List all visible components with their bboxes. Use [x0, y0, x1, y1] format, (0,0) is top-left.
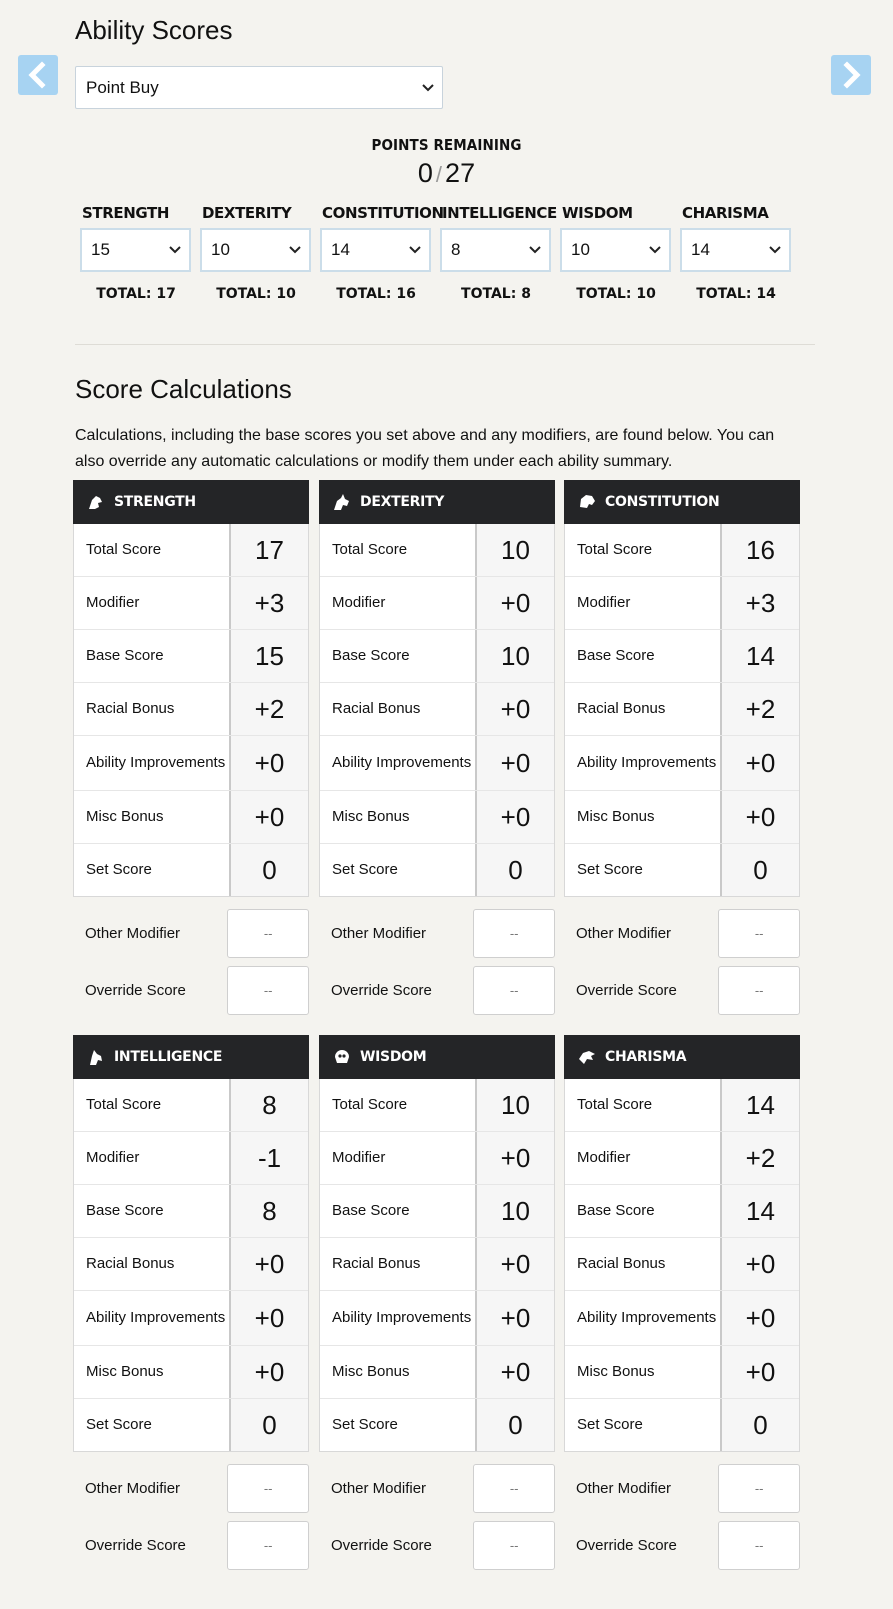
- ability-name: CONSTITUTION: [322, 204, 444, 222]
- score-calculations-description: Calculations, including the base scores you set above and any modifiers, are found below. You can also override any automatic calculations or modify them under each ability summary.: [75, 427, 775, 470]
- row-label: Misc Bonus: [577, 1363, 655, 1380]
- other-modifier-input[interactable]: --: [227, 909, 309, 958]
- row-label: Modifier: [332, 594, 386, 611]
- generation-method-select[interactable]: [75, 66, 443, 109]
- card-title: DEXTERITY: [360, 494, 445, 510]
- card-title: CHARISMA: [605, 1049, 687, 1065]
- other-modifier-label: Other Modifier: [576, 925, 672, 942]
- other-modifier-input[interactable]: --: [718, 909, 800, 958]
- row-label: Ability Improvements: [332, 754, 472, 771]
- card-row: [74, 735, 308, 790]
- row-label: Racial Bonus: [332, 700, 421, 717]
- row-value: +2: [720, 683, 799, 735]
- override-score-label: Override Score: [576, 1537, 677, 1554]
- card-row: [320, 629, 554, 682]
- override-score-row: [564, 1517, 800, 1574]
- ability-total: TOTAL: 16: [336, 286, 416, 302]
- row-value: +0: [475, 683, 554, 735]
- card-title: WISDOM: [360, 1049, 427, 1065]
- row-label: Modifier: [332, 1149, 386, 1166]
- row-label: Ability Improvements: [86, 754, 226, 771]
- card-header: [319, 1035, 555, 1079]
- row-value: 14: [720, 1079, 799, 1131]
- card-row: [74, 843, 308, 896]
- card-row: [74, 682, 308, 735]
- ability-score-value: 8: [451, 240, 461, 259]
- card-row: [565, 1079, 799, 1131]
- ability-column-constitution: [320, 204, 444, 302]
- override-score-input[interactable]: --: [473, 1521, 555, 1570]
- chevron-down-icon: [169, 246, 181, 254]
- ability-total: TOTAL: 10: [216, 286, 296, 302]
- card-table: [73, 1079, 309, 1452]
- card-row: [320, 735, 554, 790]
- card-header: [564, 1035, 800, 1079]
- other-modifier-label: Other Modifier: [576, 1480, 672, 1497]
- row-value: 10: [475, 630, 554, 682]
- card-row: [320, 790, 554, 843]
- card-row: [565, 576, 799, 629]
- row-value: 14: [720, 630, 799, 682]
- row-value: +0: [475, 1238, 554, 1290]
- card-title: CONSTITUTION: [605, 494, 720, 510]
- card-row: [565, 1184, 799, 1237]
- row-label: Racial Bonus: [86, 1255, 175, 1272]
- row-label: Modifier: [86, 1149, 140, 1166]
- chevron-down-icon: [409, 246, 421, 254]
- row-label: Set Score: [332, 861, 398, 878]
- card-row: [565, 1398, 799, 1451]
- ability-name: CHARISMA: [682, 204, 769, 222]
- row-label: Set Score: [577, 1416, 643, 1433]
- row-label: Set Score: [577, 861, 643, 878]
- row-value: +0: [229, 1346, 308, 1398]
- row-label: Racial Bonus: [86, 700, 175, 717]
- other-modifier-label: Other Modifier: [331, 1480, 427, 1497]
- ability-total: TOTAL: 10: [576, 286, 656, 302]
- row-label: Misc Bonus: [332, 1363, 410, 1380]
- other-modifier-row: [564, 905, 800, 962]
- row-value: +2: [720, 1132, 799, 1184]
- card-row: [74, 1290, 308, 1345]
- row-label: Modifier: [577, 594, 631, 611]
- ability-card-charisma: [564, 1035, 800, 1574]
- row-value: +0: [475, 1291, 554, 1345]
- ability-card-intelligence: [73, 1035, 309, 1574]
- ability-column-charisma: [680, 204, 792, 302]
- card-row: [320, 576, 554, 629]
- row-value: 16: [720, 524, 799, 576]
- row-value: +0: [229, 791, 308, 843]
- row-value: 10: [475, 1079, 554, 1131]
- row-value: 0: [229, 1399, 308, 1451]
- row-label: Modifier: [86, 594, 140, 611]
- row-label: Base Score: [86, 1202, 164, 1219]
- ability-score-select[interactable]: [560, 228, 671, 272]
- dexterity-icon: [332, 492, 352, 512]
- override-score-row: [73, 962, 309, 1019]
- card-row: [320, 682, 554, 735]
- row-value: +0: [229, 736, 308, 790]
- card-row: [565, 735, 799, 790]
- ability-column-dexterity: [200, 204, 312, 302]
- ability-total: TOTAL: 8: [461, 286, 531, 302]
- other-modifier-row: [73, 1460, 309, 1517]
- card-row: [565, 682, 799, 735]
- override-score-row: [319, 1517, 555, 1574]
- card-row: [74, 1079, 308, 1131]
- row-label: Ability Improvements: [332, 1309, 472, 1326]
- row-value: 14: [720, 1185, 799, 1237]
- chevron-right-icon: [831, 55, 871, 95]
- card-row: [320, 1398, 554, 1451]
- row-label: Base Score: [332, 1202, 410, 1219]
- points-remaining-value: [0, 158, 893, 189]
- row-label: Racial Bonus: [577, 1255, 666, 1272]
- charisma-icon: [577, 1047, 597, 1067]
- other-modifier-input[interactable]: --: [718, 1464, 800, 1513]
- card-row: [74, 524, 308, 576]
- ability-name: STRENGTH: [82, 204, 170, 222]
- row-value: -1: [229, 1132, 308, 1184]
- row-label: Racial Bonus: [577, 700, 666, 717]
- row-value: +0: [229, 1291, 308, 1345]
- previous-arrow-button[interactable]: [18, 55, 58, 95]
- row-value: +0: [475, 577, 554, 629]
- row-label: Ability Improvements: [577, 754, 717, 771]
- card-header: [319, 480, 555, 524]
- card-row: [565, 843, 799, 896]
- row-value: +0: [720, 736, 799, 790]
- row-value: +0: [475, 1346, 554, 1398]
- other-modifier-input[interactable]: --: [227, 1464, 309, 1513]
- ability-total: TOTAL: 14: [696, 286, 776, 302]
- chevron-down-icon: [769, 246, 781, 254]
- row-label: Misc Bonus: [86, 1363, 164, 1380]
- card-header: [564, 480, 800, 524]
- card-row: [320, 1079, 554, 1131]
- other-modifier-row: [564, 1460, 800, 1517]
- override-score-label: Override Score: [85, 982, 186, 999]
- card-row: [565, 790, 799, 843]
- row-label: Total Score: [577, 1096, 653, 1113]
- override-score-input[interactable]: --: [718, 1521, 800, 1570]
- card-row: [320, 524, 554, 576]
- row-value: 0: [720, 844, 799, 896]
- card-row: [320, 1345, 554, 1398]
- ability-name: WISDOM: [562, 204, 633, 222]
- points-used: 0: [417, 158, 433, 188]
- next-arrow-button[interactable]: [831, 55, 871, 95]
- card-row: [74, 629, 308, 682]
- override-score-label: Override Score: [331, 982, 432, 999]
- row-value: +2: [229, 683, 308, 735]
- card-row: [565, 1290, 799, 1345]
- card-row: [74, 576, 308, 629]
- row-value: +0: [229, 1238, 308, 1290]
- ability-card-dexterity: [319, 480, 555, 1019]
- row-label: Misc Bonus: [332, 808, 410, 825]
- card-row: [565, 1237, 799, 1290]
- points-separator: /: [435, 162, 443, 187]
- wisdom-icon: [332, 1047, 352, 1067]
- row-label: Misc Bonus: [86, 808, 164, 825]
- ability-score-value: 14: [691, 240, 710, 259]
- override-score-label: Override Score: [331, 1537, 432, 1554]
- ability-score-value: 14: [331, 240, 350, 259]
- generation-method-value: Point Buy: [86, 78, 159, 97]
- ability-score-value: 10: [211, 240, 230, 259]
- row-value: 0: [475, 844, 554, 896]
- row-value: 17: [229, 524, 308, 576]
- chevron-down-icon: [422, 84, 434, 92]
- ability-name: INTELLIGENCE: [442, 204, 557, 222]
- row-value: +0: [720, 1238, 799, 1290]
- row-label: Total Score: [86, 1096, 162, 1113]
- row-label: Total Score: [332, 1096, 408, 1113]
- card-row: [320, 1131, 554, 1184]
- other-modifier-input[interactable]: --: [473, 909, 555, 958]
- intelligence-icon: [86, 1047, 106, 1067]
- card-table: [73, 524, 309, 897]
- row-value: +0: [475, 1132, 554, 1184]
- constitution-icon: [577, 492, 597, 512]
- ability-card-constitution: [564, 480, 800, 1019]
- card-title: INTELLIGENCE: [114, 1049, 223, 1065]
- row-value: 15: [229, 630, 308, 682]
- strength-icon: [86, 492, 106, 512]
- points-total: 27: [445, 158, 476, 188]
- row-label: Ability Improvements: [577, 1309, 717, 1326]
- card-row: [320, 1290, 554, 1345]
- row-value: +0: [720, 791, 799, 843]
- override-score-input[interactable]: --: [718, 966, 800, 1015]
- other-modifier-row: [73, 905, 309, 962]
- card-row: [74, 790, 308, 843]
- card-row: [74, 1131, 308, 1184]
- ability-score-select[interactable]: [80, 228, 191, 272]
- row-value: 8: [229, 1079, 308, 1131]
- row-value: +0: [720, 1291, 799, 1345]
- ability-score-value: 10: [571, 240, 590, 259]
- override-score-input[interactable]: --: [227, 966, 309, 1015]
- override-score-label: Override Score: [576, 982, 677, 999]
- ability-column-strength: [80, 204, 192, 302]
- card-row: [565, 629, 799, 682]
- ability-name: DEXTERITY: [202, 204, 292, 222]
- other-modifier-label: Other Modifier: [85, 925, 181, 942]
- card-row: [565, 524, 799, 576]
- ability-card-wisdom: [319, 1035, 555, 1574]
- row-value: 0: [720, 1399, 799, 1451]
- row-value: 8: [229, 1185, 308, 1237]
- override-score-input[interactable]: --: [473, 966, 555, 1015]
- row-label: Set Score: [86, 1416, 152, 1433]
- row-label: Set Score: [86, 861, 152, 878]
- other-modifier-input[interactable]: --: [473, 1464, 555, 1513]
- chevron-down-icon: [649, 246, 661, 254]
- ability-column-wisdom: [560, 204, 672, 302]
- override-score-row: [564, 962, 800, 1019]
- row-value: +3: [229, 577, 308, 629]
- row-value: +3: [720, 577, 799, 629]
- ability-score-select[interactable]: [680, 228, 791, 272]
- row-label: Misc Bonus: [577, 808, 655, 825]
- chevron-down-icon: [289, 246, 301, 254]
- row-label: Base Score: [577, 647, 655, 664]
- ability-score-select[interactable]: [200, 228, 311, 272]
- row-value: 0: [229, 844, 308, 896]
- ability-score-select[interactable]: [320, 228, 431, 272]
- override-score-input[interactable]: --: [227, 1521, 309, 1570]
- card-row: [565, 1345, 799, 1398]
- card-header: [73, 1035, 309, 1079]
- row-label: Total Score: [332, 541, 408, 558]
- card-table: [564, 1079, 800, 1452]
- card-header: [73, 480, 309, 524]
- card-row: [74, 1345, 308, 1398]
- other-modifier-label: Other Modifier: [331, 925, 427, 942]
- row-label: Modifier: [577, 1149, 631, 1166]
- row-value: 10: [475, 1185, 554, 1237]
- card-table: [564, 524, 800, 897]
- ability-score-value: 15: [91, 240, 110, 259]
- row-label: Base Score: [332, 647, 410, 664]
- row-value: +0: [475, 736, 554, 790]
- ability-column-intelligence: [440, 204, 557, 302]
- card-row: [74, 1237, 308, 1290]
- card-row: [320, 1237, 554, 1290]
- row-label: Ability Improvements: [86, 1309, 226, 1326]
- ability-card-strength: [73, 480, 309, 1019]
- override-score-row: [73, 1517, 309, 1574]
- row-label: Total Score: [86, 541, 162, 558]
- chevron-down-icon: [529, 246, 541, 254]
- row-label: Base Score: [577, 1202, 655, 1219]
- override-score-row: [319, 962, 555, 1019]
- ability-score-select[interactable]: [440, 228, 551, 272]
- row-label: Base Score: [86, 647, 164, 664]
- page-title: Ability Scores: [75, 15, 233, 45]
- row-value: +0: [475, 791, 554, 843]
- row-value: +0: [720, 1346, 799, 1398]
- card-row: [320, 1184, 554, 1237]
- card-row: [74, 1184, 308, 1237]
- card-row: [74, 1398, 308, 1451]
- other-modifier-row: [319, 1460, 555, 1517]
- card-title: STRENGTH: [114, 494, 196, 510]
- card-row: [565, 1131, 799, 1184]
- row-label: Set Score: [332, 1416, 398, 1433]
- section-divider: [75, 344, 815, 345]
- row-value: 10: [475, 524, 554, 576]
- ability-total: TOTAL: 17: [96, 286, 176, 302]
- row-label: Racial Bonus: [332, 1255, 421, 1272]
- other-modifier-label: Other Modifier: [85, 1480, 181, 1497]
- other-modifier-row: [319, 905, 555, 962]
- row-value: 0: [475, 1399, 554, 1451]
- row-label: Total Score: [577, 541, 653, 558]
- chevron-left-icon: [18, 55, 58, 95]
- score-calculations-title: Score Calculations: [75, 374, 292, 404]
- override-score-label: Override Score: [85, 1537, 186, 1554]
- points-remaining-label: POINTS REMAINING: [371, 136, 522, 154]
- card-row: [320, 843, 554, 896]
- card-table: [319, 1079, 555, 1452]
- card-table: [319, 524, 555, 897]
